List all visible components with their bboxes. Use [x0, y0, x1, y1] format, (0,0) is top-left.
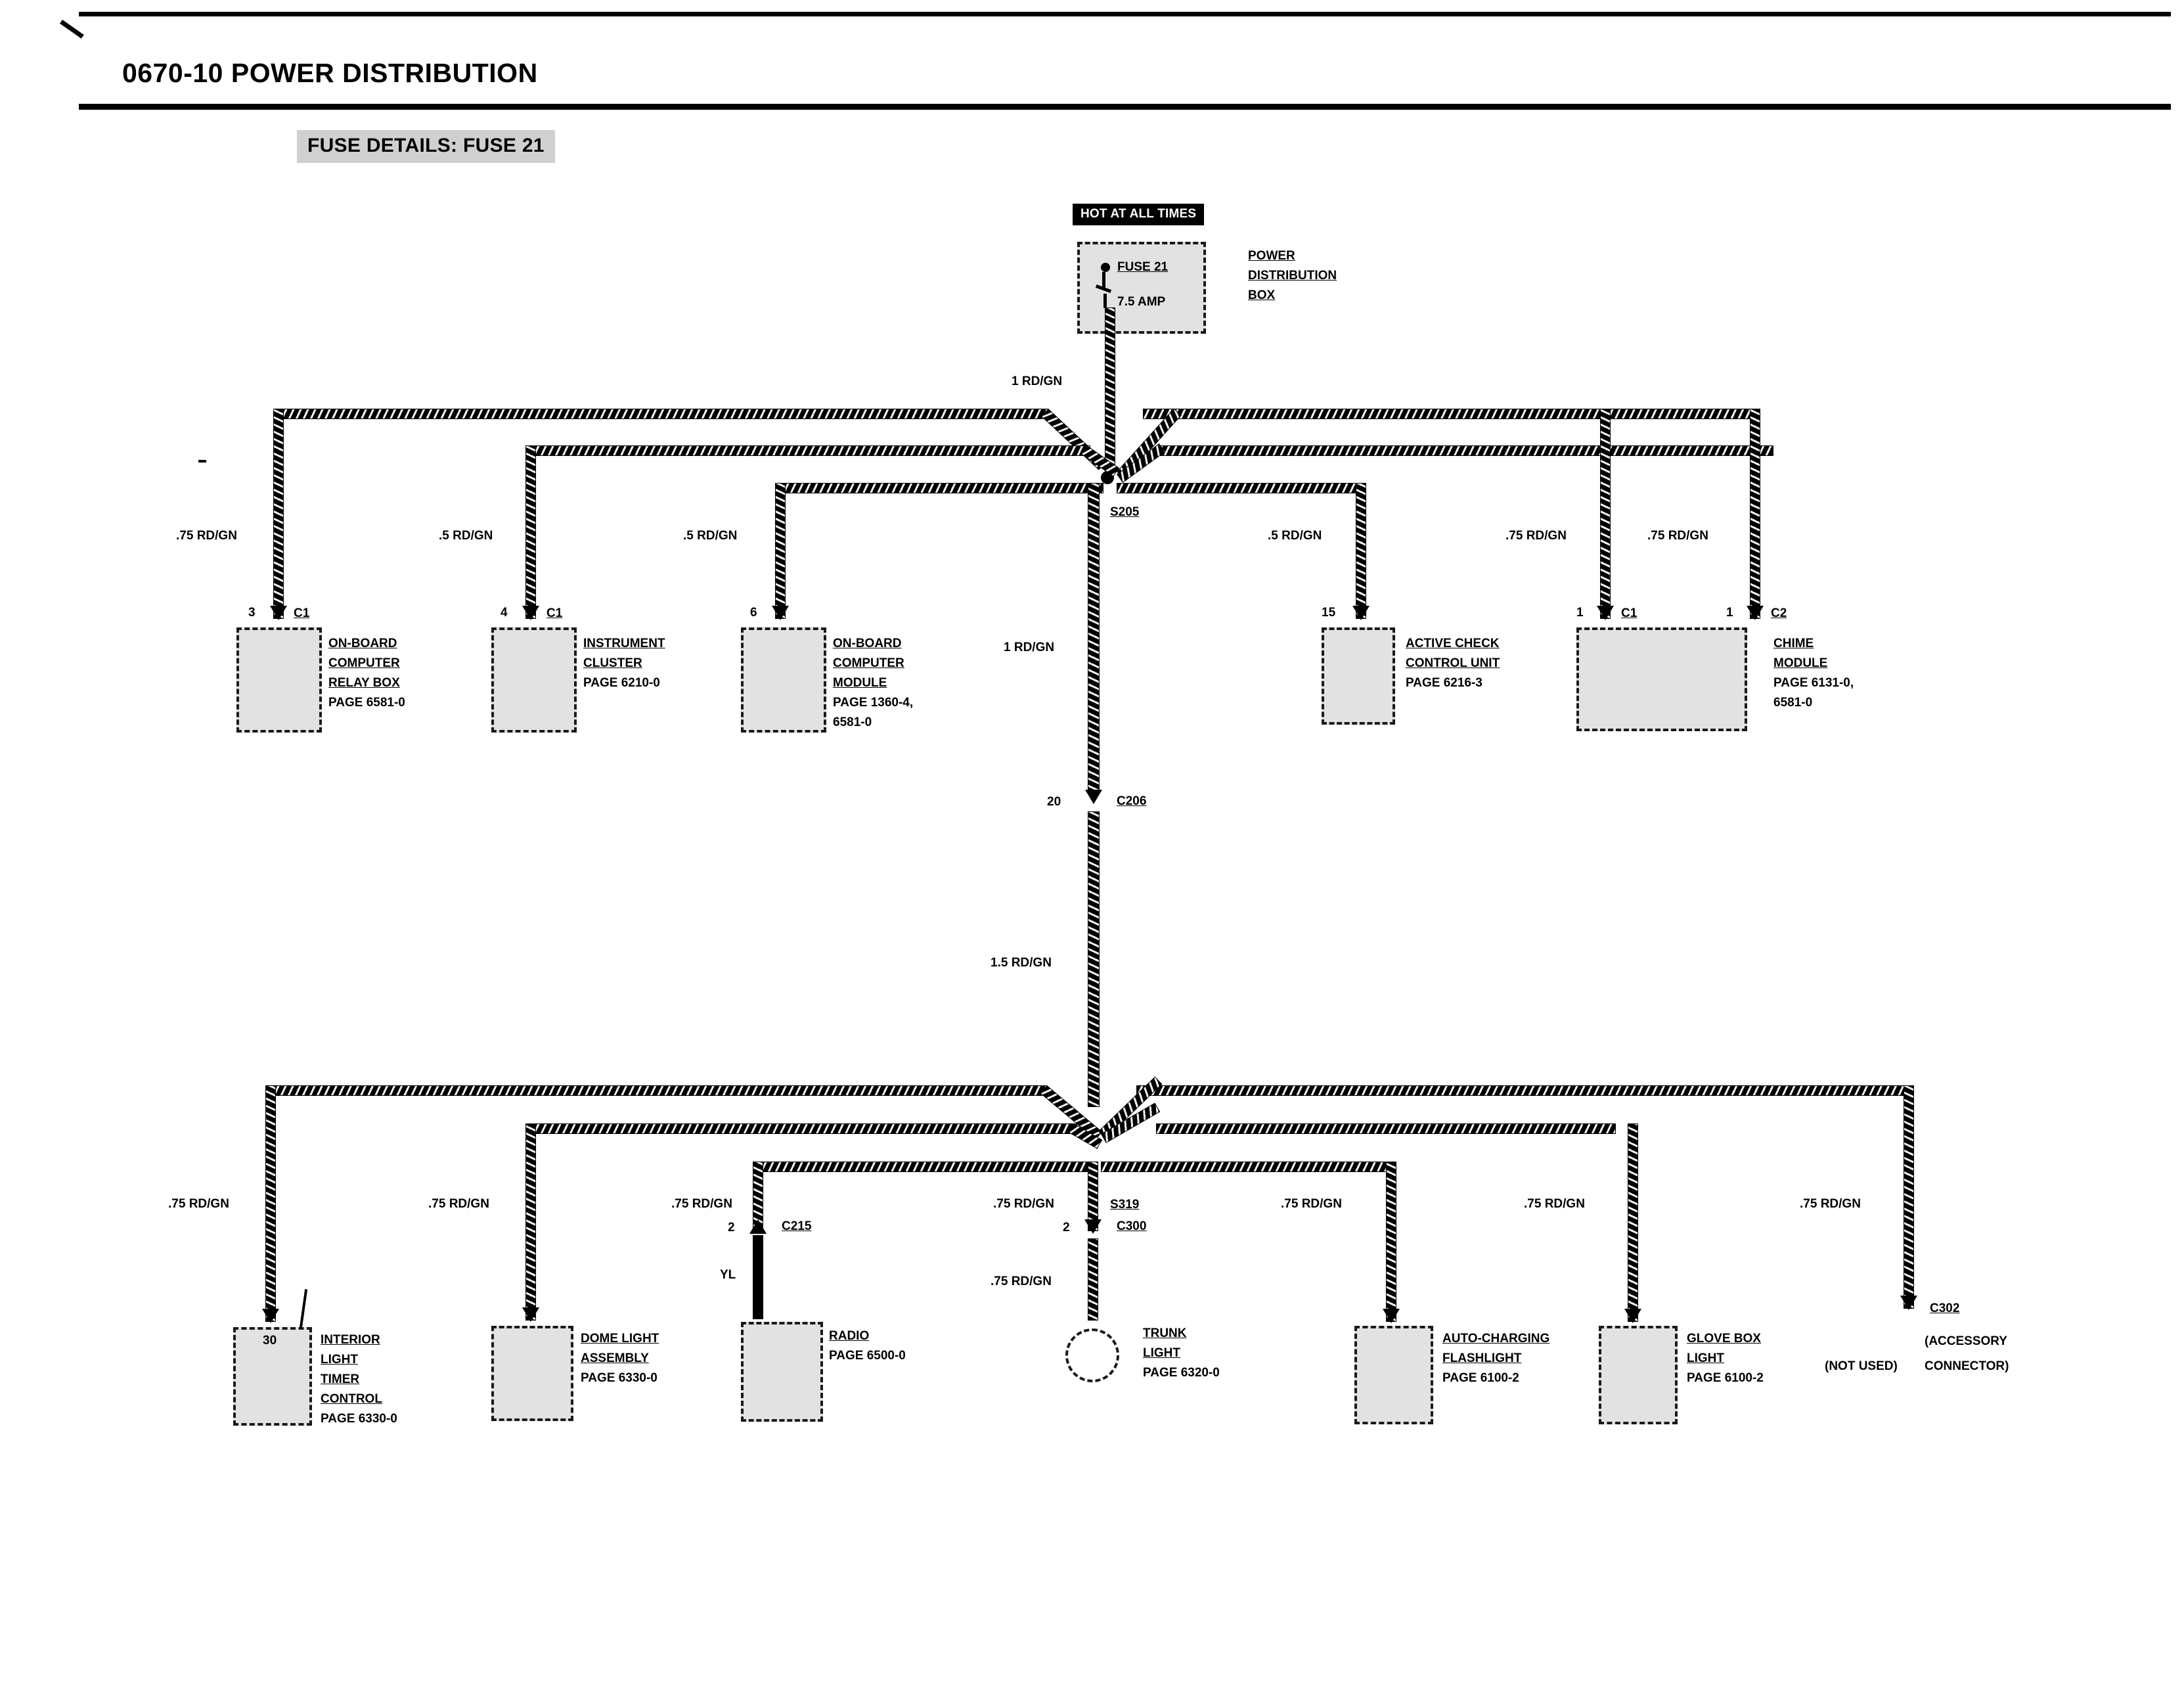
top-rule-tail: [60, 20, 84, 39]
pin-u2: 6: [750, 606, 757, 620]
bus-lower-left-3: [753, 1162, 1088, 1172]
label-l3-l2: PAGE 6320-0: [1143, 1366, 1220, 1380]
label-l0-l1: LIGHT: [321, 1353, 358, 1367]
stray-mark-2: [300, 1289, 307, 1328]
label-l6-l1: CONNECTOR): [1925, 1359, 2009, 1373]
label-u0-l1: COMPUTER: [328, 656, 400, 670]
wire-label-l1: .75 RD/GN: [428, 1197, 489, 1211]
connector-u4: C1: [1621, 606, 1638, 620]
bus-lower-right-1: [1136, 1085, 1910, 1096]
label-l1-l1: ASSEMBLY: [581, 1351, 649, 1365]
trunk-upper-wire-label: 1 RD/GN: [1004, 641, 1055, 654]
label-l6-l0: (ACCESSORY: [1925, 1334, 2007, 1348]
label-l2-l1: PAGE 6500-0: [829, 1349, 906, 1363]
pin-u5: 1: [1726, 606, 1733, 620]
wire-label-l3: .75 RD/GN: [993, 1197, 1054, 1211]
label-l0-l3: CONTROL: [321, 1392, 382, 1406]
box-radio: [741, 1322, 823, 1422]
wire-label-feed: 1 RD/GN: [1012, 374, 1063, 388]
label-u0-l2: RELAY BOX: [328, 676, 400, 690]
arrow-chime-c1: [1597, 606, 1614, 620]
arrow-auto-charging-flashlight: [1383, 1309, 1400, 1323]
trunk-connector-arrow: [1085, 790, 1102, 804]
label-u1-l1: CLUSTER: [583, 656, 642, 670]
label-u5-l0: CHIME: [1773, 637, 1814, 650]
connector-u5: C2: [1771, 606, 1787, 620]
pin-l2: 2: [728, 1221, 735, 1234]
arrow-onboard-module: [772, 606, 789, 620]
connector-l3: C300: [1117, 1219, 1147, 1233]
top-rule: [79, 12, 2171, 16]
wire-label-u0: .75 RD/GN: [176, 529, 237, 543]
drop-chime-c2: [1750, 409, 1760, 619]
drop-onboard-relay: [273, 409, 284, 619]
box-active-check-control-unit: [1322, 627, 1395, 725]
bus-upper-right-1: [1143, 409, 1760, 419]
connector-l2: C215: [782, 1219, 812, 1233]
box-instrument-cluster: [491, 627, 577, 733]
box-dome-light-assembly: [491, 1326, 573, 1421]
label-u2-l3: PAGE 1360-4,: [833, 696, 914, 710]
title-rule: [79, 104, 2171, 110]
wire-label-u2: .5 RD/GN: [683, 529, 738, 543]
drop-instrument-cluster: [525, 445, 536, 619]
fuse-element-leg: [1103, 294, 1107, 308]
label-l3-l0: TRUNK: [1143, 1326, 1187, 1340]
drop-dome-light: [525, 1123, 536, 1321]
pin-u4: 1: [1576, 606, 1584, 620]
arrow-dome-light: [522, 1307, 539, 1322]
arrow-interior-light-timer: [262, 1309, 279, 1323]
label-l3-l1: LIGHT: [1143, 1346, 1180, 1360]
wire-trunk-light-lower: [1088, 1238, 1098, 1321]
trunk-connector-pin: 20: [1047, 795, 1061, 809]
page-title: 0670-10 POWER DISTRIBUTION: [122, 58, 538, 88]
connector-l6: C302: [1930, 1301, 1960, 1315]
hot-at-all-times-label: HOT AT ALL TIMES: [1073, 204, 1204, 225]
arrow-chime-c2: [1747, 606, 1764, 620]
wire-label-l0: .75 RD/GN: [168, 1197, 229, 1211]
label-l0-l0: INTERIOR: [321, 1333, 380, 1347]
label-l0-l2: TIMER: [321, 1372, 360, 1386]
label-u5-l3: 6581-0: [1773, 696, 1813, 710]
pin-u0: 3: [248, 606, 256, 620]
wire-label-u1: .5 RD/GN: [439, 529, 493, 543]
pin-l0: 30: [263, 1334, 277, 1347]
arrow-radio-c215: [749, 1219, 767, 1234]
wire-label-l4: .75 RD/GN: [1281, 1197, 1342, 1211]
trunk-connector-label: C206: [1117, 794, 1147, 808]
label-l4-l1: FLASHLIGHT: [1442, 1351, 1522, 1365]
pdb-label-line1: POWER: [1248, 249, 1295, 263]
bus-lower-left-1: [265, 1085, 1047, 1096]
stray-mark-1: [198, 460, 206, 463]
label-l4-l0: AUTO-CHARGING: [1442, 1332, 1550, 1346]
label-u5-l1: MODULE: [1773, 656, 1828, 670]
box-glove-box-light: [1599, 1326, 1678, 1424]
label-l5-l0: GLOVE BOX: [1687, 1332, 1761, 1346]
drop-c302-accessory: [1904, 1085, 1914, 1309]
label-l0-l4: PAGE 6330-0: [321, 1412, 397, 1426]
label-l4-l2: PAGE 6100-2: [1442, 1371, 1519, 1385]
label-l5-l1: LIGHT: [1687, 1351, 1724, 1365]
drop-glove-box-light: [1628, 1123, 1638, 1322]
wire-fuse-to-s205: [1105, 307, 1115, 472]
label-u3-l0: ACTIVE CHECK: [1406, 637, 1500, 650]
connector-u1: C1: [546, 606, 563, 620]
wire-label-l2: .75 RD/GN: [671, 1197, 732, 1211]
label-u1-l2: PAGE 6210-0: [583, 676, 660, 690]
pin-l3: 2: [1063, 1221, 1070, 1234]
bus-upper-left-2: [525, 445, 1090, 456]
box-onboard-computer-module: [741, 627, 826, 733]
label-u2-l1: COMPUTER: [833, 656, 904, 670]
trunk-light-lamp: [1065, 1328, 1119, 1382]
label-l2-l0: RADIO: [829, 1329, 870, 1343]
label-l6-notused: (NOT USED): [1825, 1359, 1898, 1373]
label-u0-l3: PAGE 6581-0: [328, 696, 405, 710]
trunk-upper: [1088, 483, 1100, 792]
wire-label-l6: .75 RD/GN: [1800, 1197, 1861, 1211]
label-u3-l1: CONTROL UNIT: [1406, 656, 1500, 670]
bus-upper-right-3: [1117, 483, 1366, 493]
bus-lower-right-3: [1101, 1162, 1396, 1172]
wire-label-u4: .75 RD/GN: [1505, 529, 1567, 543]
wire-label-l5: .75 RD/GN: [1524, 1197, 1585, 1211]
section-badge: FUSE DETAILS: FUSE 21: [297, 130, 555, 163]
arrow-instrument-cluster: [522, 606, 539, 620]
trunk-lower: [1088, 811, 1100, 1107]
label-u2-l2: MODULE: [833, 676, 887, 690]
arrow-c302: [1900, 1296, 1917, 1310]
wire-label-l2-sub: YL: [720, 1268, 736, 1282]
bus-lower-right-2: [1156, 1123, 1616, 1134]
splice-s319-label: S319: [1110, 1198, 1140, 1211]
wire-radio-yl: [753, 1235, 763, 1319]
arrow-onboard-relay: [270, 606, 287, 620]
label-l1-l2: PAGE 6330-0: [581, 1371, 657, 1385]
label-l5-l2: PAGE 6100-2: [1687, 1371, 1764, 1385]
label-u3-l2: PAGE 6216-3: [1406, 676, 1482, 690]
box-onboard-computer-relay: [236, 627, 322, 733]
arrow-trunk-c300: [1084, 1219, 1102, 1234]
label-u0-l0: ON-BOARD: [328, 637, 397, 650]
pdb-label-line2: DISTRIBUTION: [1248, 269, 1337, 283]
bus-lower-left-2: [525, 1123, 1077, 1134]
arrow-active-check: [1352, 606, 1370, 620]
drop-auto-charging-flashlight: [1386, 1162, 1396, 1322]
wire-label-l3-sub: .75 RD/GN: [991, 1275, 1052, 1288]
box-auto-charging-flashlight: [1354, 1326, 1433, 1424]
fuse-terminal-dot: [1101, 263, 1110, 272]
bus-upper-left-3: [775, 483, 1103, 493]
connector-u0: C1: [294, 606, 310, 620]
label-l1-l0: DOME LIGHT: [581, 1332, 659, 1346]
drop-interior-light-timer: [265, 1085, 276, 1322]
label-u5-l2: PAGE 6131-0,: [1773, 676, 1854, 690]
box-chime-module: [1576, 627, 1747, 731]
pin-u1: 4: [501, 606, 508, 620]
pdb-label-line3: BOX: [1248, 288, 1276, 302]
drop-onboard-module: [775, 483, 786, 619]
bus-upper-right-2: [1156, 445, 1773, 456]
pin-u3: 15: [1322, 606, 1336, 620]
arrow-glove-box-light: [1624, 1309, 1641, 1323]
label-u2-l0: ON-BOARD: [833, 637, 902, 650]
wire-label-u5: .75 RD/GN: [1647, 529, 1708, 543]
fuse-name: FUSE 21: [1117, 260, 1169, 274]
bus-upper-left-1: [273, 409, 1048, 419]
trunk-lower-wire-label: 1.5 RD/GN: [991, 956, 1052, 970]
drop-chime-c1: [1600, 409, 1611, 619]
fuse-rating: 7.5 AMP: [1117, 295, 1166, 309]
drop-active-check: [1356, 483, 1366, 619]
splice-s205-label: S205: [1110, 505, 1140, 519]
wire-label-u3: .5 RD/GN: [1268, 529, 1322, 543]
label-u2-l4: 6581-0: [833, 715, 872, 729]
label-u1-l0: INSTRUMENT: [583, 637, 665, 650]
